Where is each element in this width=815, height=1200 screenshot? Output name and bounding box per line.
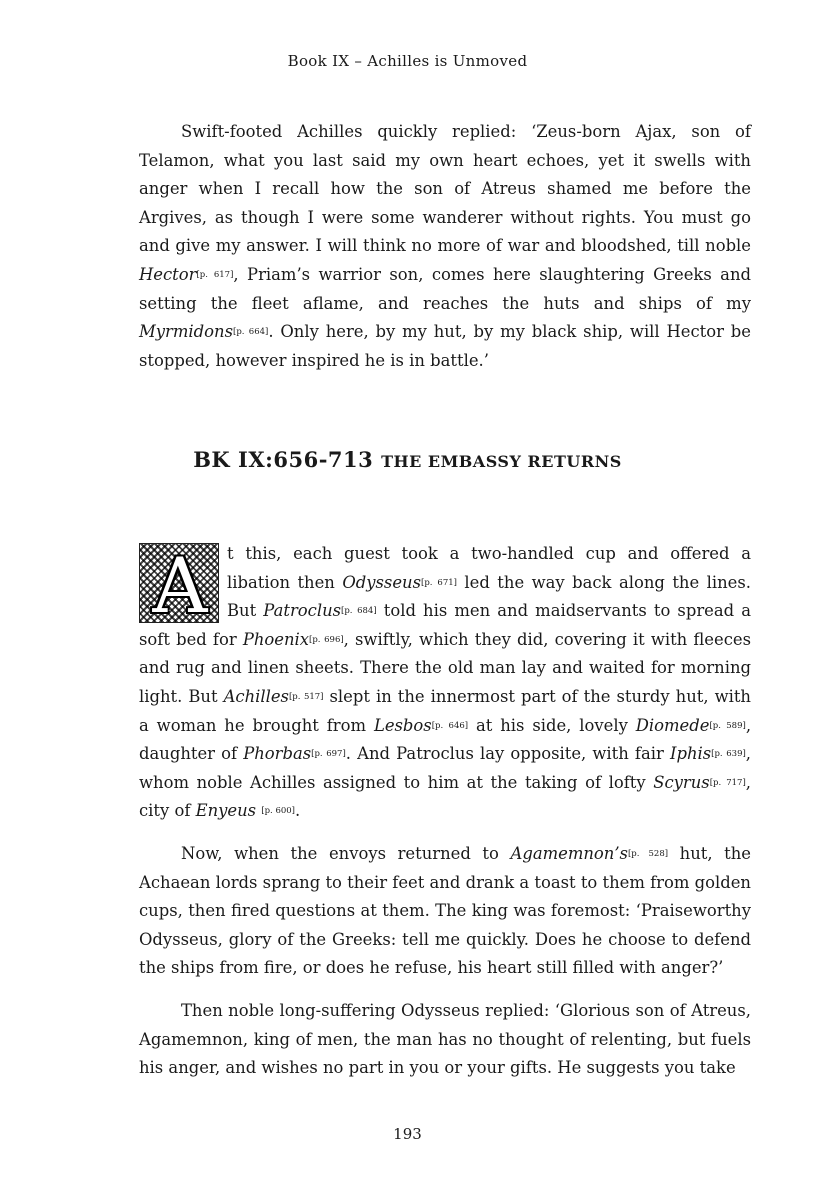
name-link-lesbos[interactable]: Lesbos — [373, 715, 432, 735]
section-heading-prefix: BK IX:656-713 — [193, 447, 382, 472]
page-ref[interactable]: [p. 528] — [627, 848, 669, 859]
name-link-diomede[interactable]: Diomede — [635, 715, 710, 735]
paragraph-text: slept in the innermost part of the sturdy hut, with a woman he brought from — [139, 686, 751, 735]
page-number: 193 — [393, 1125, 422, 1143]
name-link-hector[interactable]: Hector — [139, 264, 197, 284]
name-link-iphis[interactable]: Iphis — [669, 744, 712, 764]
page-ref[interactable]: [p. 589] — [709, 720, 746, 731]
section-heading — [0, 447, 815, 472]
paragraph-text: , Priam’s warrior son, comes here slaughtering Greeks and setting the fleet aflame, and reaches the huts and ships of my — [139, 264, 752, 313]
paragraph-text: . Only here, by my hut, by my black ship, will Hector be stopped, however inspired he is in battle.’ — [139, 322, 751, 370]
dropcap-letter: A — [152, 541, 208, 630]
paragraph-embassy-returns — [139, 540, 751, 826]
name-link-agamemnon[interactable]: Agamemnon’s — [510, 843, 628, 863]
paragraph-text: hut, the Achaean lords sprang to their feet and drank a toast to them from golden cups, then fired questions at them. The king was foremost: ‘Praiseworthy Odysseus, glory of the Greeks: tell me quickly. Does he choose to defend the ships from fire, or does he refuse, his heart still filled with anger?’ — [139, 843, 751, 978]
page-ref[interactable]: [p. 671] — [421, 577, 457, 588]
name-link-patroclus[interactable]: Patroclus — [263, 601, 342, 621]
name-link-enyeus[interactable]: Enyeus — [195, 801, 257, 821]
section-body — [139, 540, 751, 1083]
page-ref[interactable]: [p. 664] — [233, 327, 269, 338]
paragraph-text: led the way back along the lines. But — [227, 572, 751, 621]
page-ref[interactable]: [p. 646] — [431, 720, 469, 731]
page-ref[interactable]: [p. 684] — [341, 606, 377, 617]
page-ref[interactable]: [p. 617] — [196, 269, 234, 280]
paragraph-text: Then noble long-suffering Odysseus replied: ‘Glorious son of Atreus, Agamemnon, king of men, the man has no thought of relenting, but fuels his anger, and wishes no part in you or your gifts. He suggests you take — [139, 1000, 751, 1078]
paragraph-text: t this, each guest took a two-handled cup and offered a libation then — [227, 544, 751, 592]
paragraph-gap — [139, 983, 751, 997]
paragraph-text: . — [295, 801, 301, 821]
page-ref[interactable]: [p. 639] — [711, 749, 746, 760]
paragraph-achilles-reply — [139, 118, 751, 375]
paragraph-text: . And Patroclus lay opposite, with fair — [345, 744, 670, 764]
paragraph-text: , swiftly, which they did, covering it with fleeces and rug and linen sheets. There the old man lay and waited for morning light. But — [139, 629, 751, 706]
dropcap-ornament — [139, 541, 219, 630]
name-link-phoenix[interactable]: Phoenix — [242, 629, 310, 649]
paragraph-gap — [139, 826, 751, 840]
name-link-phorbas[interactable]: Phorbas — [243, 744, 312, 764]
paragraph-text: at his side, lovely — [468, 715, 636, 735]
name-link-achilles[interactable]: Achilles — [223, 686, 289, 706]
page-ref[interactable]: [p. 600] — [261, 806, 295, 817]
page-ref[interactable]: [p. 717] — [709, 777, 746, 788]
paragraph-text: , whom noble Achilles assigned to him at the taking of lofty — [139, 744, 752, 792]
paragraph-text: Swift-footed Achilles quickly replied: ‘Zeus-born Ajax, son of Telamon, what you last said my own heart echoes, yet it swells with anger when I recall how the son of Atreus shamed me before the Argives, as though I were some wanderer without rights. You must go and give my answer. I will think no more of war and bloodshed, till noble — [139, 122, 751, 256]
name-link-scyrus[interactable]: Scyrus — [653, 772, 710, 792]
running-head: Book IX – Achilles is Unmoved — [287, 52, 528, 70]
name-link-myrmidons[interactable]: Myrmidons — [139, 322, 233, 342]
paragraph-text: Now, when the envoys returned to — [181, 843, 511, 863]
section-heading-title: THE EMBASSY RETURNS — [381, 452, 622, 471]
paragraph-text: , city of — [139, 772, 751, 821]
page-ref[interactable]: [p. 696] — [309, 634, 344, 645]
paragraph-text: told his men and maidservants to spread a soft bed for — [139, 601, 751, 649]
page-ref[interactable]: [p. 517] — [288, 691, 324, 702]
name-link-odysseus[interactable]: Odysseus — [342, 572, 421, 592]
page-ref[interactable]: [p. 697] — [311, 749, 346, 760]
paragraph-envoys-return — [139, 840, 751, 983]
paragraph-text: , daughter of — [139, 715, 752, 764]
paragraph-odysseus-reply — [139, 997, 751, 1083]
